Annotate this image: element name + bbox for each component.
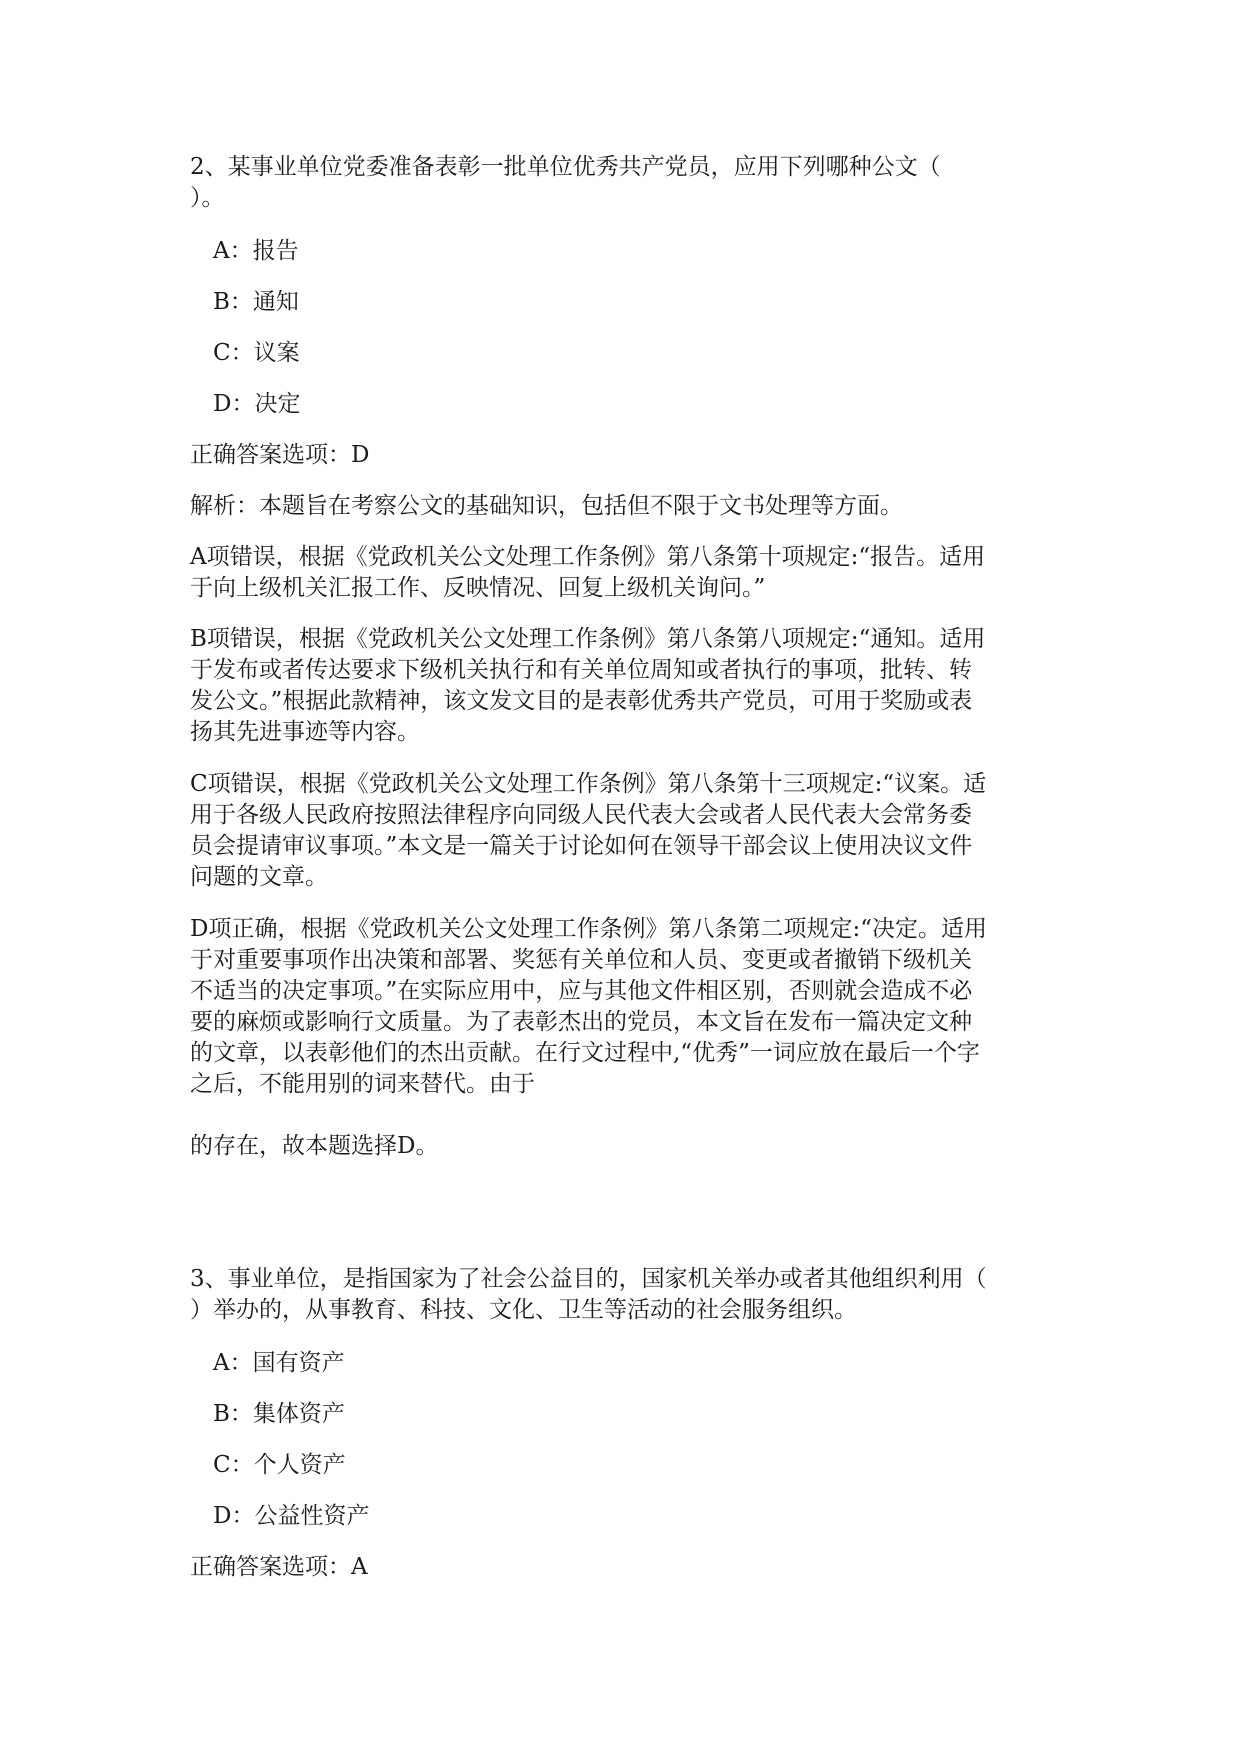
analysis-d-line-1: D项正确，根据《党政机关公文处理工作条例》第八条第二项规定:“决定。适用 [190,916,987,942]
question-2-answer: 正确答案选项：D [190,442,370,468]
question-2-analysis-b [190,624,1060,748]
question-3-option-b: B：集体资产 [213,1401,345,1427]
analysis-b-line-1: B项错误，根据《党政机关公文处理工作条例》第八条第八项规定:“通知。适用 [190,626,986,652]
question-2-closing: 的存在，故本题选择D。 [190,1133,439,1159]
analysis-a-line-2: 于向上级机关汇报工作、反映情况、回复上级机关询问。” [190,575,766,601]
question-2-stem-line-2: ）。 [190,185,225,211]
question-3-answer: 正确答案选项：A [190,1554,368,1580]
analysis-d-line-6: 之后，不能用别的词来替代。由于 [190,1071,535,1097]
analysis-b-line-4: 扬其先进事迹等内容。 [190,719,420,745]
analysis-d-line-4: 要的麻烦或影响行文质量。为了表彰杰出的党员，本文旨在发布一篇决定文种 [190,1009,972,1035]
question-2-analysis-c [190,769,1060,893]
analysis-d-line-3: 不适当的决定事项。”在实际应用中，应与其他文件相区别，否则就会造成不必 [190,978,973,1004]
question-2-option-b: B：通知 [213,289,299,315]
question-2-option-d: D：决定 [213,391,301,417]
analysis-c-line-4: 问题的文章。 [190,864,328,890]
analysis-b-line-2: 于发布或者传达要求下级机关执行和有关单位周知或者执行的事项，批转、转 [190,657,972,683]
analysis-a-line-1: A项错误，根据《党政机关公文处理工作条例》第八条第十项规定:“报告。适用 [190,544,986,570]
analysis-c-line-2: 用于各级人民政府按照法律程序向同级人民代表大会或者人民代表大会常务委 [190,802,972,828]
question-3-option-d: D：公益性资产 [213,1503,370,1529]
question-2-option-a: A：报告 [213,238,299,264]
question-3-stem [190,1264,1060,1326]
analysis-c-line-3: 员会提请审议事项。”本文是一篇关于讨论如何在领导干部会议上使用决议文件 [190,833,973,859]
question-2-analysis-intro: 解析：本题旨在考察公文的基础知识，包括但不限于文书处理等方面。 [190,493,903,519]
question-3-stem-line-2: ）举办的，从事教育、科技、文化、卫生等活动的社会服务组织。 [190,1297,857,1323]
question-3-option-c: C：个人资产 [213,1452,346,1478]
question-2-analysis-d [190,914,1060,1100]
analysis-d-line-5: 的文章，以表彰他们的杰出贡献。在行文过程中,“优秀”一词应放在最后一个字 [190,1040,980,1066]
question-2-stem [190,152,1060,214]
question-2-option-c: C：议案 [213,340,300,366]
question-3-stem-line-1: 3、事业单位，是指国家为了社会公益目的，国家机关举办或者其他组织利用（ [190,1266,987,1292]
question-2-analysis-a [190,542,1060,604]
question-3-option-a: A：国有资产 [213,1350,345,1376]
analysis-b-line-3: 发公文。”根据此款精神，该文发文目的是表彰优秀共产党员，可用于奖励或表 [190,688,973,714]
analysis-c-line-1: C项错误，根据《党政机关公文处理工作条例》第八条第十三项规定:“议案。适 [190,771,987,797]
question-2-stem-line-1: 2、某事业单位党委准备表彰一批单位优秀共产党员，应用下列哪种公文（ [190,154,941,180]
analysis-d-line-2: 于对重要事项作出决策和部署、奖惩有关单位和人员、变更或者撤销下级机关 [190,947,972,973]
